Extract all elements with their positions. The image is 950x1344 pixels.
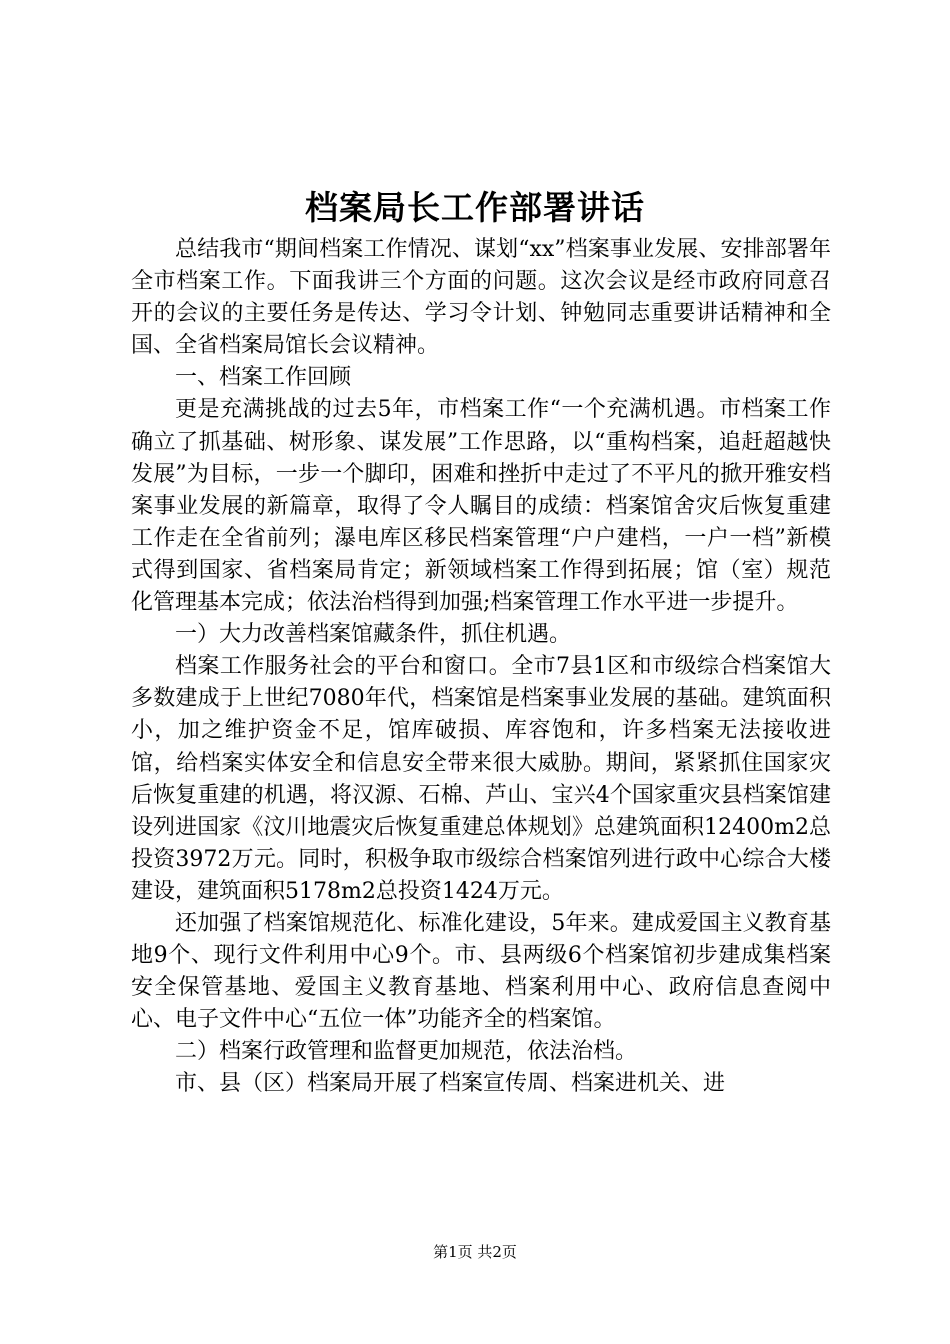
paragraph-review: 更是充满挑战的过去5年，市档案工作“一个充满机遇。市档案工作确立了抓基础、树形象、谋发展”工作思路，以“重构档案，追赶超越快发展”为目标，一步一个脚印，困难和挫折中走过了不平凡的掀开雅安档案事业发展的新篇章，取得了令人瞩目的成绩：档案馆舍灾后恢复重建工作走在全省前列；瀑电库区移民档案管理“户户建档，一户一档”新模式得到国家、省档案局肯定；新领域档案工作得到拓展；馆（室）规范化管理基本完成；依法治档得到加强;档案管理工作水平进一步提升。 — [131, 397, 831, 616]
subheading-administration: 二）档案行政管理和监督更加规范，依法治档。 — [175, 1039, 638, 1065]
page-footer: 第1页 共2页 — [433, 1243, 517, 1261]
paragraph-standardization: 还加强了档案馆规范化、标准化建设，5年来。建成爱国主义教育基地9个、现行文件利用中心9个。市、县两级6个档案馆初步建成集档案安全保管基地、爱国主义教育基地、档案利用中心、政府信息查阅中心、电子文件中心“五位一体”功能齐全的档案馆。 — [131, 910, 831, 1033]
document-title: 档案局长工作部署讲话 — [305, 188, 645, 227]
paragraph-administration: 市、县（区）档案局开展了档案宣传周、档案进机关、进 — [175, 1071, 726, 1097]
section-heading-review: 一、档案工作回顾 — [175, 365, 352, 391]
subheading-improve-conditions: 一）大力改善档案馆藏条件，抓住机遇。 — [175, 622, 572, 648]
document-body — [131, 234, 831, 1101]
paragraph-archive-building: 档案工作服务社会的平台和窗口。全市7县1区和市级综合档案馆大多数建成于上世纪7080年代，档案馆是档案事业发展的基础。建筑面积小，加之维护资金不足，馆库破损、库容饱和，许多档案无法接收进馆，给档案实体安全和信息安全带来很大威胁。期间，紧紧抓住国家灾后恢复重建的机遇，将汉源、石棉、芦山、宝兴4个国家重灾县档案馆建设列进国家《汶川地震灾后恢复重建总体规划》总建筑面积12400m2总投资3972万元。同时，积极争取市级综合档案馆列进行政中心综合大楼建设，建筑面积5178m2总投资1424万元。 — [131, 654, 831, 904]
paragraph-intro: 总结我市“期间档案工作情况、谋划“xx”档案事业发展、安排部署年全市档案工作。下面我讲三个方面的问题。这次会议是经市政府同意召开的会议的主要任务是传达、学习令计划、钟勉同志重要讲话精神和全国、全省档案局馆长会议精神。 — [131, 237, 831, 359]
